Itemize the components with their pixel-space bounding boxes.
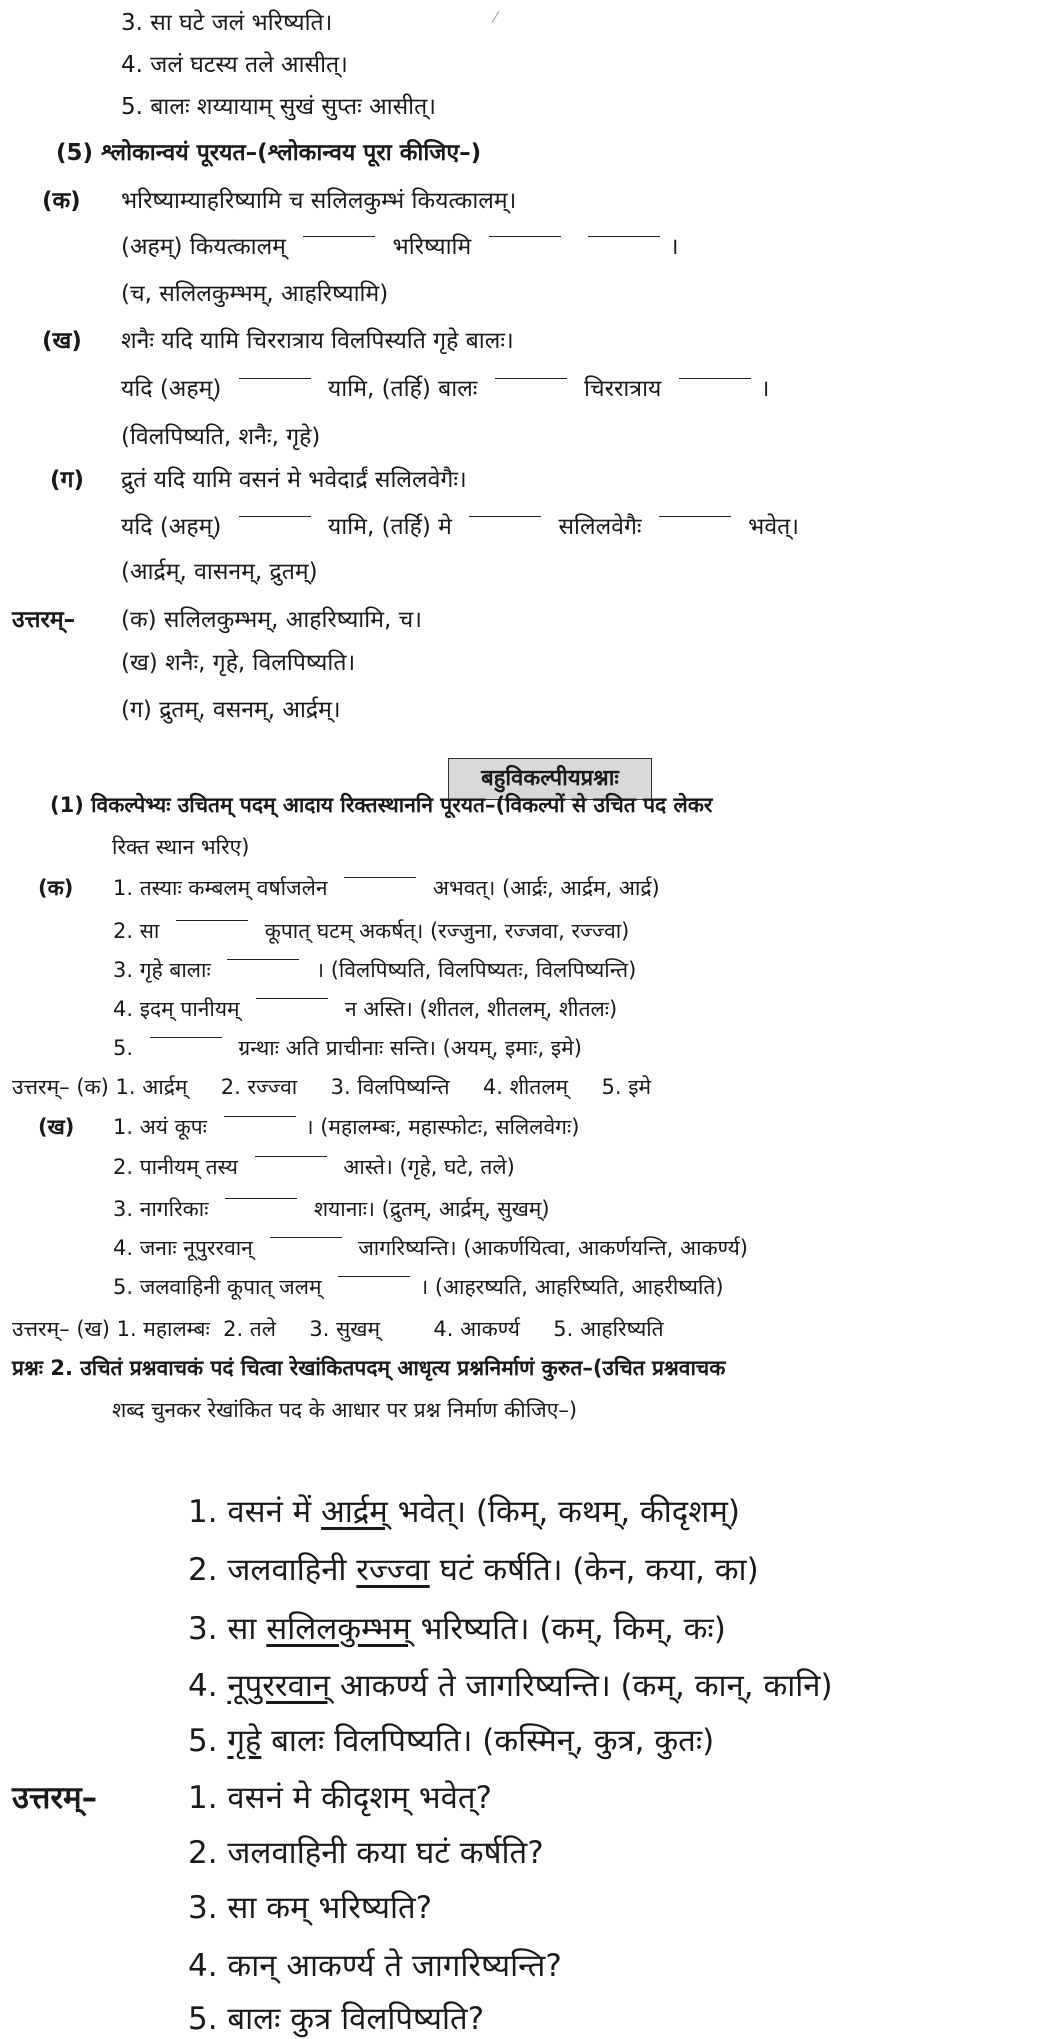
fill-blank	[255, 1156, 327, 1171]
fill-blank	[239, 378, 311, 393]
anvaya-line: यदि (अहम्) यामि, (तर्हि) मे सलिलवेगैः भवेत्।	[121, 514, 799, 540]
answer-label: उत्तरम्–	[12, 607, 76, 633]
item-label: (ग)	[50, 467, 84, 493]
answer-line: 5. बालः कुत्र विलपिष्यति?	[188, 2001, 485, 2037]
anvaya-line: यदि (अहम्) यामि, (तर्हि) बालः चिररात्राय ।	[121, 376, 770, 402]
item-label: (ख)	[42, 328, 82, 354]
answer-line: (क) सलिलकुम्भम्, आहरिष्यामि, च।	[121, 607, 422, 633]
list-item: 5. ग्रन्थाः अति प्राचीनाः सन्ति। (अयम्, इमाः, इमे)	[113, 1036, 582, 1060]
fill-blank	[256, 998, 328, 1013]
list-item: 3. नागरिकाः शयानाः। (द्रुतम्, आर्द्रम्, सुखम्)	[113, 1197, 550, 1221]
list-item: 4. जलं घटस्य तले आसीत्।	[121, 52, 348, 78]
question-heading-cont: शब्द चुनकर रेखांकित पद के आधार पर प्रश्न निर्माण कीजिए–)	[112, 1398, 578, 1422]
list-item: 4. इदम् पानीयम् न अस्ति। (शीतल, शीतलम्, शीतलः)	[113, 997, 618, 1021]
fill-blank	[659, 516, 731, 531]
question-heading: प्रश्नः 2. उचितं प्रश्नवाचकं पदं चित्वा रेखांकितपदम् आधृत्य प्रश्ननिर्माणं कुरुत–(उचित प्रश्नवाचक	[12, 1356, 726, 1380]
fill-blank	[495, 378, 567, 393]
shloka-line: भरिष्याम्याहरिष्यामि च सलिलकुम्भं कियत्कालम्।	[121, 188, 517, 214]
item-label: (ख)	[38, 1115, 75, 1139]
list-item: 4. नूपुररवान् आकर्ण्य ते जागरिष्यन्ति। (कम्, कान्, कानि)	[188, 1668, 833, 1704]
answer-line: 4. कान् आकर्ण्य ते जागरिष्यन्ति?	[188, 1948, 562, 1984]
fill-blank	[225, 1198, 297, 1213]
underlined-word: नूपुररवान्	[227, 1668, 331, 1704]
list-item: 1. तस्याः कम्बलम् वर्षाजलेन अभवत्। (आर्द्रः, आर्द्रम, आर्द्र)	[113, 876, 660, 900]
fill-blank	[588, 236, 660, 251]
fill-blank	[224, 1116, 296, 1131]
answer-line: (ग) द्रुतम्, वसनम्, आर्द्रम्।	[121, 697, 341, 723]
answer-line: 2. जलवाहिनी कया घटं कर्षति?	[188, 1835, 544, 1871]
item-label: (क)	[42, 188, 81, 214]
fill-blank	[489, 236, 561, 251]
list-item: 1. वसनं में आर्द्रम् भवेत्। (किम्, कथम्, कीदृशम्)	[188, 1494, 740, 1530]
list-item: 3. गृहे बालाः । (विलपिष्यति, विलपिष्यतः, विलपिष्यन्ति)	[113, 958, 637, 982]
anvaya-line: (अहम्) कियत्कालम् भरिष्यामि ।	[121, 234, 679, 260]
options-line: (च, सलिलकुम्भम्, आहरिष्यामि)	[121, 281, 389, 307]
answer-line: उत्तरम्– (ख) 1. महालम्बः 2. तले 3. सुखम् 4. आकर्ण्य 5. आहरिष्यति	[12, 1317, 664, 1341]
list-item: 2. जलवाहिनी रज्ज्वा घटं कर्षति। (केन, कया, का)	[188, 1552, 759, 1588]
list-item: 5. जलवाहिनी कूपात् जलम् । (आहरष्यति, आहरिष्यति, आहरीष्यति)	[113, 1275, 724, 1299]
list-item: 5. बालः शय्यायाम् सुखं सुप्तः आसीत्।	[121, 94, 436, 120]
fill-blank	[150, 1037, 222, 1052]
options-line: (विलपिष्यति, शनैः, गृहे)	[121, 424, 321, 450]
item-label: (क)	[38, 876, 74, 900]
answer-line: (ख) शनैः, गृहे, विलपिष्यति।	[121, 650, 356, 676]
fill-blank	[227, 959, 299, 974]
options-line: (आर्द्रम्, वासनम्, द्रुतम्)	[121, 559, 318, 585]
fill-blank	[469, 516, 541, 531]
question-heading: (1) विकल्पेभ्यः उचितम् पदम् आदाय रिक्तस्थाननि पूरयत–(विकल्पों से उचित पद लेकर	[50, 793, 713, 817]
fill-blank	[679, 378, 751, 393]
fill-blank	[270, 1237, 342, 1252]
fill-blank	[239, 516, 311, 531]
list-item: 2. पानीयम् तस्य आस्ते। (गृहे, घटे, तले)	[113, 1155, 515, 1179]
section-title: बहुविकल्पीयप्रश्नाः	[448, 758, 652, 800]
list-item: 2. सा कूपात् घटम् अकर्षत्। (रज्जुना, रज्जवा, रज्ज्वा)	[113, 919, 630, 943]
answer-label: उत्तरम्–	[12, 1780, 98, 1816]
fill-blank	[303, 236, 375, 251]
question-heading-cont: रिक्त स्थान भरिए)	[112, 835, 250, 859]
shloka-line: शनैः यदि यामि चिररात्राय विलपिस्यति गृहे बालः।	[121, 328, 514, 354]
answer-line: 1. वसनं मे कीदृशम् भवेत्?	[188, 1780, 492, 1816]
list-item: 1. अयं कूपः । (महालम्बः, महास्फोटः, सलिलवेगः)	[113, 1115, 580, 1139]
shloka-line: द्रुतं यदि यामि वसनं मे भवेदार्द्रं सलिलवेगैः।	[121, 467, 467, 493]
fill-blank	[176, 920, 248, 935]
list-item: 3. सा सलिलकुम्भम् भरिष्यति। (कम्, किम्, कः)	[188, 1611, 726, 1647]
answer-line: 3. सा कम् भरिष्यति?	[188, 1890, 433, 1926]
list-item: 3. सा घटे जलं भरिष्यति।	[121, 10, 333, 36]
underlined-word: आर्द्रम्	[321, 1494, 388, 1530]
underlined-word: गृहे	[227, 1723, 262, 1759]
fill-blank	[344, 877, 416, 892]
list-item: 5. गृहे बालः विलपिष्यति। (कस्मिन्, कुत्र, कुतः)	[188, 1723, 715, 1759]
list-item: 4. जनाः नूपुररवान् जागरिष्यन्ति। (आकर्णयित्वा, आकर्णयन्ति, आकर्ण्य)	[113, 1236, 748, 1260]
underlined-word: रज्ज्वा	[356, 1552, 430, 1588]
answer-line: उत्तरम्– (क) 1. आर्द्रम् 2. रज्ज्वा 3. विलपिष्यन्ति 4. शीतलम् 5. इमे	[12, 1075, 652, 1099]
scan-mark	[492, 11, 500, 24]
underlined-word: सलिलकुम्भम्	[266, 1611, 411, 1647]
question-heading: (5) श्लोकान्वयं पूरयत–(श्लोकान्वय पूरा कीजिए–)	[56, 140, 482, 166]
fill-blank	[338, 1276, 410, 1291]
